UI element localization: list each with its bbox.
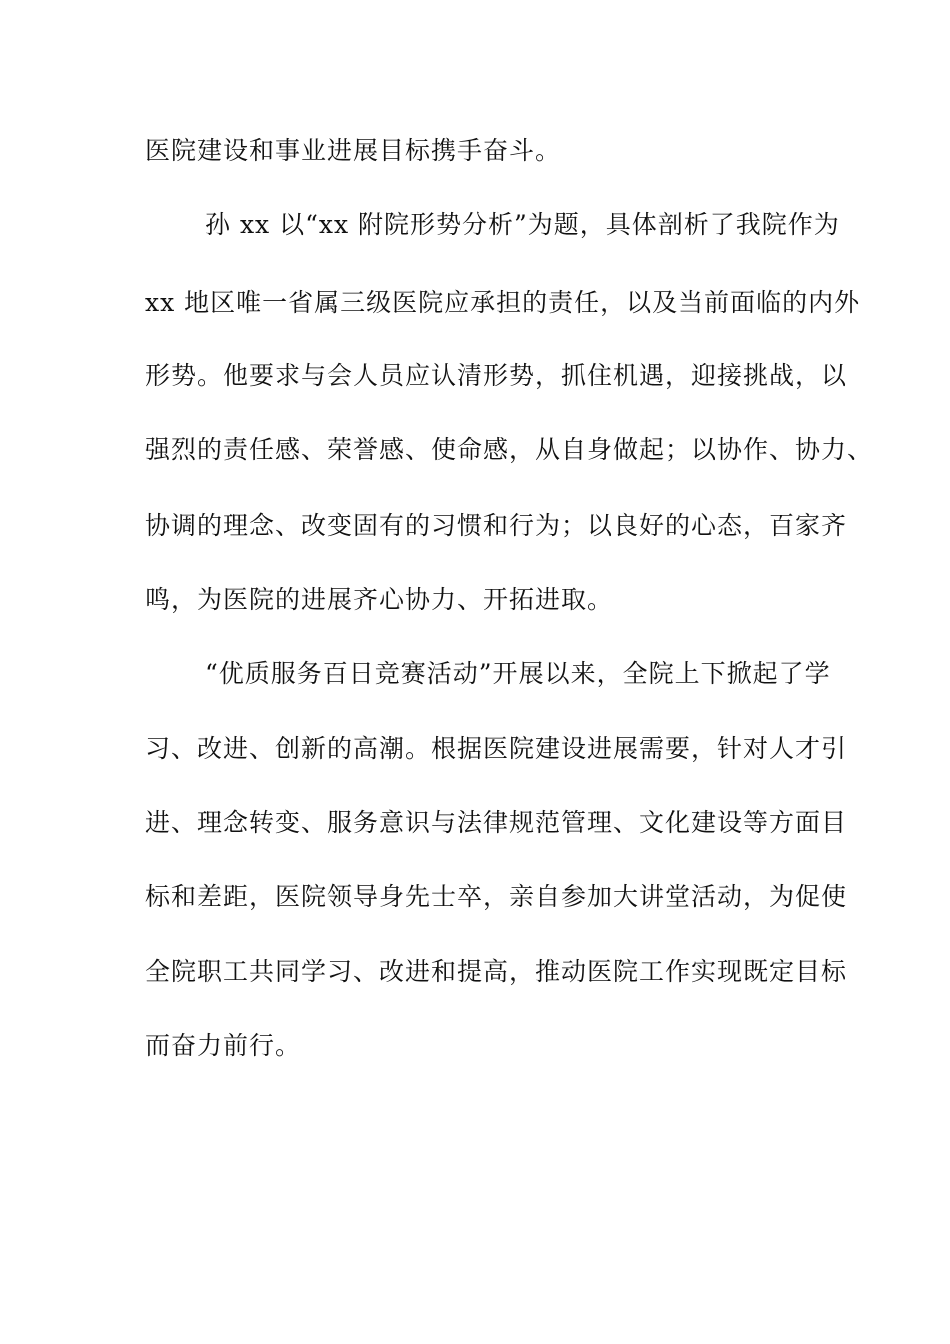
paragraph-line: xx 地区唯一省属三级医院应承担的责任，以及当前面临的内外 xyxy=(145,288,861,317)
paragraph-line: 强烈的责任感、荣誉感、使命感，从自身做起；以协作、协力、 xyxy=(145,435,874,464)
paragraph-line: 标和差距，医院领导身先士卒，亲自参加大讲堂活动，为促使 xyxy=(145,882,848,911)
paragraph-line: “优质服务百日竞赛活动”开展以来，全院上下掀起了学 xyxy=(205,659,831,688)
paragraph-line: 习、改进、创新的高潮。根据医院建设进展需要，针对人才引 xyxy=(145,734,848,763)
paragraph-line: 鸣，为医院的进展齐心协力、开拓进取。 xyxy=(145,585,614,614)
paragraph-line: 而奋力前行。 xyxy=(145,1031,302,1060)
paragraph-line: 全院职工共同学习、改进和提高，推动医院工作实现既定目标 xyxy=(145,957,848,986)
paragraph-line: 进、理念转变、服务意识与法律规范管理、文化建设等方面目 xyxy=(145,808,848,837)
paragraph-line: 孙 xx 以“xx 附院形势分析”为题，具体剖析了我院作为 xyxy=(205,210,840,239)
paragraph-line: 形势。他要求与会人员应认清形势，抓住机遇，迎接挑战，以 xyxy=(145,361,848,390)
paragraph-line: 协调的理念、改变固有的习惯和行为；以良好的心态，百家齐 xyxy=(145,511,848,540)
paragraph-line: 医院建设和事业进展目标携手奋斗。 xyxy=(145,136,562,165)
